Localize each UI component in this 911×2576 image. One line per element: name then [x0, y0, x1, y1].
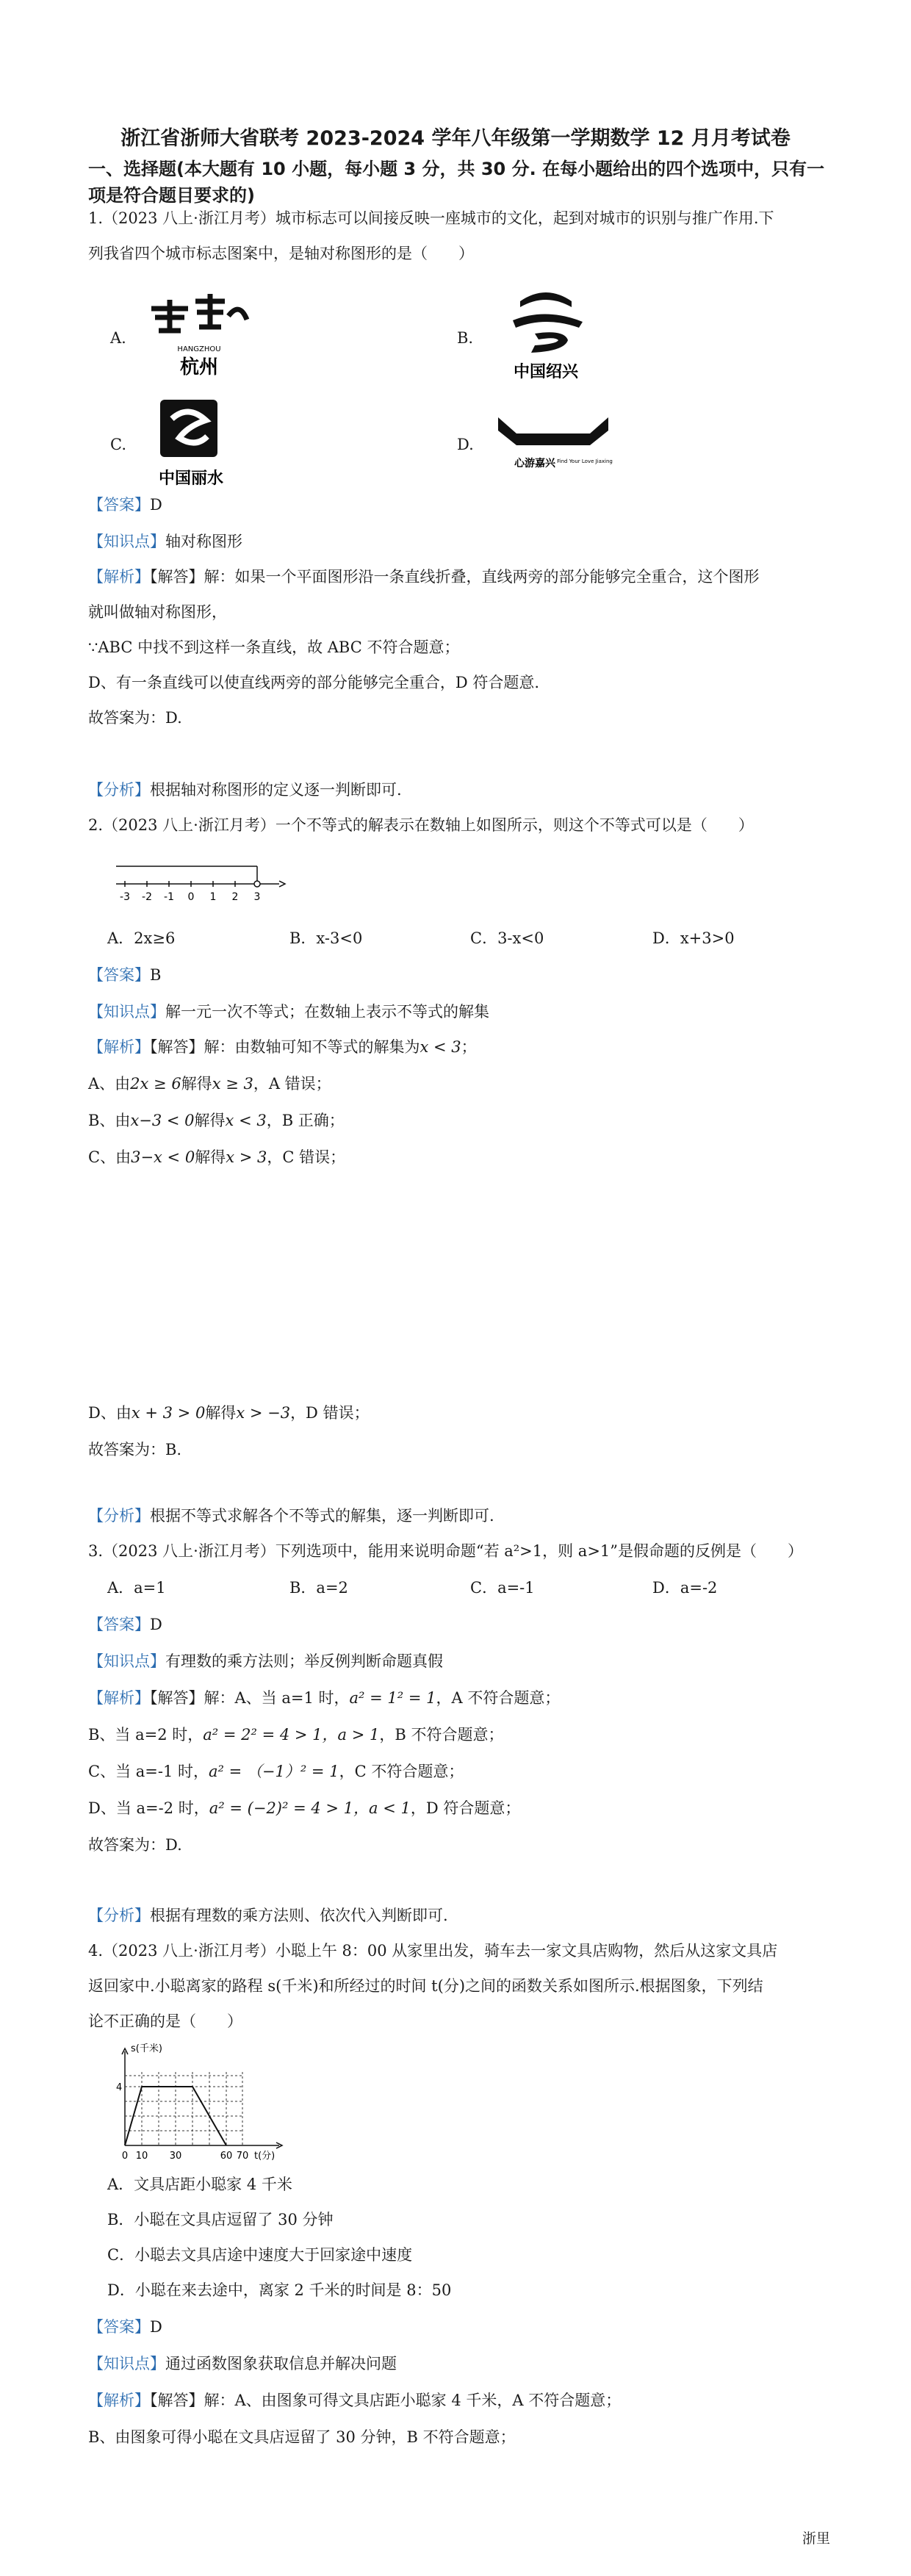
- hangzhou-logo-en: HANGZHOU: [177, 345, 221, 353]
- q2-answer-row: [88, 964, 161, 986]
- jiaxing-logo-en: Find Your Love Jiaxing: [557, 458, 613, 464]
- math: x−3 < 0: [130, 1112, 195, 1129]
- answer-tag: 【答案】: [88, 496, 150, 514]
- answer-tag: 【答案】: [88, 966, 150, 984]
- text: ，B 正确；: [266, 1112, 345, 1129]
- answer-tag: 【答案】: [88, 2318, 150, 2336]
- knowledge-tag: 【知识点】: [88, 2355, 165, 2372]
- math: a² = 2² = 4 > 1，a > 1: [203, 1726, 380, 1744]
- math: x > −3: [236, 1404, 291, 1422]
- q2-solution-a: [88, 1073, 331, 1095]
- lishui-logo-cn: 中国丽水: [158, 469, 224, 488]
- jiaxing-logo-cn: 心游嘉兴: [514, 458, 555, 469]
- q2-option-a: A．2x≥6: [107, 929, 176, 947]
- tick-label: 3: [253, 891, 261, 903]
- graph-y-tick-4: 4: [116, 2082, 123, 2093]
- math: 2x ≥ 6: [130, 1075, 181, 1093]
- q1-analysis-row: [88, 779, 402, 801]
- distance-time-graph: [110, 2043, 301, 2170]
- tick-label: 0: [187, 891, 195, 903]
- math: x ≥ 3: [212, 1075, 253, 1093]
- solution-tag: 【解析】: [88, 2392, 150, 2409]
- q3-answer-row: [88, 1613, 162, 1636]
- q3-option-b: B．a=2: [289, 1579, 348, 1597]
- math: a² = 1² = 1: [349, 1689, 436, 1707]
- q3-knowledge: 有理数的乘方法则；举反例判断命题真假: [165, 1652, 443, 1670]
- text: B、当 a=2 时，: [88, 1726, 204, 1744]
- q3-option-a: A．a=1: [107, 1579, 166, 1597]
- text: C、由: [88, 1148, 132, 1166]
- q3-option-c: C．a=-1: [470, 1579, 535, 1597]
- text: ，A 错误；: [253, 1075, 331, 1093]
- q1-solution-row3: ∵ABC 中找不到这样一条直线，故 ABC 不符合题意；: [88, 638, 460, 656]
- q4-answer-row: [88, 2316, 162, 2338]
- graph-x-tick-60: 60: [220, 2151, 233, 2162]
- solution-tag: 【解析】: [88, 1689, 150, 1707]
- analysis-tag: 【分析】: [88, 1507, 150, 1525]
- math: 3−x < 0: [131, 1148, 195, 1166]
- q1-option-d-label: D.: [457, 436, 474, 453]
- q1-solution-row5: 故答案为：D.: [88, 709, 182, 727]
- shaoxing-logo-image: [491, 285, 601, 387]
- q4-option-c: C．小聪去文具店途中速度大于回家途中速度: [107, 2246, 413, 2264]
- graph-x-axis-label: t(分): [254, 2151, 276, 2162]
- math: x > 3: [226, 1148, 267, 1166]
- q4-solution-row1: [88, 2389, 621, 2411]
- text: A、由: [88, 1075, 131, 1093]
- hangzhou-logo-image: [144, 287, 254, 385]
- number-line-figure: [110, 856, 301, 910]
- q2-knowledge: 解一元一次不等式；在数轴上表示不等式的解集: [165, 1003, 489, 1021]
- shaoxing-logo-cn: 中国绍兴: [513, 363, 579, 381]
- analysis-tag: 【分析】: [88, 1907, 150, 1924]
- q1-knowledge-row: [88, 530, 242, 553]
- q1-analysis: 根据轴对称图形的定义逐一判断即可.: [150, 781, 402, 799]
- section-heading: 一、选择题(本大题有 10 小题，每小题 3 分，共 30 分. 在每小题给出的四个选项中，只有一项是符合题目要求的): [88, 159, 825, 206]
- solution-tag: 【解析】: [88, 568, 150, 586]
- text: 解得: [181, 1075, 212, 1093]
- q3-solution-d: [88, 1797, 520, 1819]
- q4-option-a: A．文具店距小聪家 4 千米: [107, 2176, 292, 2193]
- q1-stem-line2: 列我省四个城市标志图案中，是轴对称图形的是（ ）: [88, 245, 474, 262]
- text: 解得: [195, 1148, 226, 1166]
- q2-option-c: C．3-x<0: [470, 929, 544, 947]
- q4-knowledge-row: [88, 2353, 397, 2375]
- text: ，A 不符合题意；: [436, 1689, 561, 1707]
- text: ，D 错误；: [290, 1404, 370, 1422]
- knowledge-tag: 【知识点】: [88, 1652, 165, 1670]
- q4-stem-line3: 论不正确的是（ ）: [88, 2012, 242, 2030]
- tick-label: 2: [231, 891, 239, 903]
- q1-solution-row1: [88, 566, 760, 588]
- q2-solution-c: [88, 1146, 345, 1168]
- q2-analysis: 根据不等式求解各个不等式的解集，逐一判断即可.: [150, 1507, 494, 1525]
- knowledge-tag: 【知识点】: [88, 1003, 165, 1021]
- solution-tag: 【解析】: [88, 1038, 150, 1056]
- q2-option-b: B．x-3<0: [289, 929, 363, 947]
- tick-label: 1: [209, 891, 217, 903]
- math: x < 3: [225, 1112, 267, 1129]
- text: D、当 a=-2 时，: [88, 1799, 209, 1817]
- text: ，B 不符合题意；: [379, 1726, 504, 1744]
- hangzhou-logo-cn: 杭州: [179, 356, 219, 378]
- q2-solution-b: [88, 1109, 345, 1132]
- q3-solution-b: [88, 1724, 503, 1746]
- text: ，C 不符合题意；: [339, 1763, 464, 1780]
- q2-solution-row1: 【解析】【解答】解：由数轴可知不等式的解集为x < 3；: [88, 1038, 477, 1056]
- q3-stem: 3.（2023 八上·浙江月考）下列选项中，能用来说明命题“若 a²>1，则 a>1”是假命题的反例是（ ）: [88, 1542, 804, 1560]
- q2-solution-d: [88, 1402, 370, 1424]
- analysis-tag: 【分析】: [88, 781, 150, 799]
- q3-solution-c: [88, 1760, 464, 1782]
- q3-knowledge-row: [88, 1650, 443, 1672]
- q1-solution-row4: D、有一条直线可以使直线两旁的部分能够完全重合，D 符合题意.: [88, 674, 540, 691]
- text: 解得: [205, 1404, 237, 1422]
- math: x + 3 > 0: [131, 1404, 206, 1422]
- q2-solution-math: x < 3: [420, 1038, 461, 1056]
- text: ，C 错误；: [267, 1148, 346, 1166]
- graph-y-axis-label: s(千米): [131, 2043, 162, 2054]
- q3-option-d: D．a=-2: [652, 1579, 718, 1597]
- q4-answer: D: [150, 2318, 162, 2336]
- text: C、当 a=-1 时，: [88, 1763, 209, 1780]
- q1-knowledge: 轴对称图形: [165, 533, 242, 550]
- q1-solution-row2: 就叫做轴对称图形，: [88, 603, 227, 621]
- math: a² = （−1）² = 1: [209, 1763, 339, 1780]
- text: B、由: [88, 1112, 131, 1129]
- text: 解得: [194, 1112, 226, 1129]
- q1-option-c-label: C.: [110, 436, 126, 453]
- q3-answer: D: [150, 1616, 162, 1633]
- graph-x-tick-0: 0: [121, 2151, 129, 2162]
- knowledge-tag: 【知识点】: [88, 533, 165, 550]
- text: 【解答】解：A、当 a=1 时，: [150, 1689, 350, 1707]
- q2-solution-end: 故答案为：B.: [88, 1441, 182, 1458]
- jiaxing-logo-image: [491, 411, 616, 481]
- answer-tag: 【答案】: [88, 1616, 150, 1633]
- q1-answer-row: [88, 494, 162, 516]
- q3-analysis-row: [88, 1904, 448, 1926]
- q2-stem: 2.（2023 八上·浙江月考）一个不等式的解表示在数轴上如图所示，则这个不等式可以是（ ）: [88, 816, 754, 834]
- q2-analysis-row: [88, 1505, 494, 1527]
- graph-x-tick-10: 10: [135, 2151, 148, 2162]
- math: a² = (−2)² = 4 > 1，a < 1: [209, 1799, 411, 1817]
- q4-solution-row2: B、由图象可得小聪在文具店逗留了 30 分钟，B 不符合题意；: [88, 2428, 516, 2446]
- q1-stem-line1: 1.（2023 八上·浙江月考）城市标志可以间接反映一座城市的文化，起到对城市的识别与推广作用.下: [88, 209, 774, 227]
- q1-option-a-label: A.: [110, 329, 126, 347]
- q4-knowledge: 通过函数图象获取信息并解决问题: [165, 2355, 397, 2372]
- lishui-logo-image: [144, 397, 247, 495]
- page-footer: 浙里: [802, 2530, 830, 2547]
- q3-solution-a: [88, 1687, 560, 1709]
- tick-label: -1: [164, 891, 174, 903]
- q2-option-d: D．x+3>0: [652, 929, 735, 947]
- q4-stem-line1: 4.（2023 八上·浙江月考）小聪上午 8：00 从家里出发，骑车去一家文具店购物，然后从这家文具店: [88, 1942, 778, 1960]
- graph-x-tick-70: 70: [236, 2151, 249, 2162]
- q1-option-b-label: B.: [457, 329, 474, 347]
- q1-answer: D: [150, 496, 162, 514]
- tick-label: -2: [142, 891, 152, 903]
- q2-solution-text1: 【解答】解：由数轴可知不等式的解集为: [150, 1038, 420, 1056]
- text: ，D 符合题意；: [410, 1799, 521, 1817]
- page-title: 浙江省浙师大省联考 2023-2024 学年八年级第一学期数学 12 月月考试卷: [120, 127, 791, 150]
- q1-solution-text1: 【解答】解：如果一个平面图形沿一条直线折叠，直线两旁的部分能够完全重合，这个图形: [150, 568, 760, 586]
- q4-option-d: D．小聪在来去途中，离家 2 千米的时间是 8：50: [107, 2281, 452, 2299]
- q3-solution-end: 故答案为：D.: [88, 1836, 182, 1854]
- tick-label: -3: [120, 891, 130, 903]
- q2-answer: B: [150, 966, 162, 984]
- q4-option-b: B．小聪在文具店逗留了 30 分钟: [107, 2211, 334, 2228]
- q4-stem-line2: 返回家中.小聪离家的路程 s(千米)和所经过的时间 t(分)之间的函数关系如图所示.根据图象，下列结: [88, 1977, 763, 1995]
- text: D、由: [88, 1404, 132, 1422]
- q3-analysis: 根据有理数的乘方法则、依次代入判断即可.: [150, 1907, 448, 1924]
- q4-solution-text1: 【解答】解：A、由图象可得文具店距小聪家 4 千米，A 不符合题意；: [150, 2392, 622, 2409]
- graph-x-tick-30: 30: [169, 2151, 182, 2162]
- q2-knowledge-row: [88, 1001, 489, 1023]
